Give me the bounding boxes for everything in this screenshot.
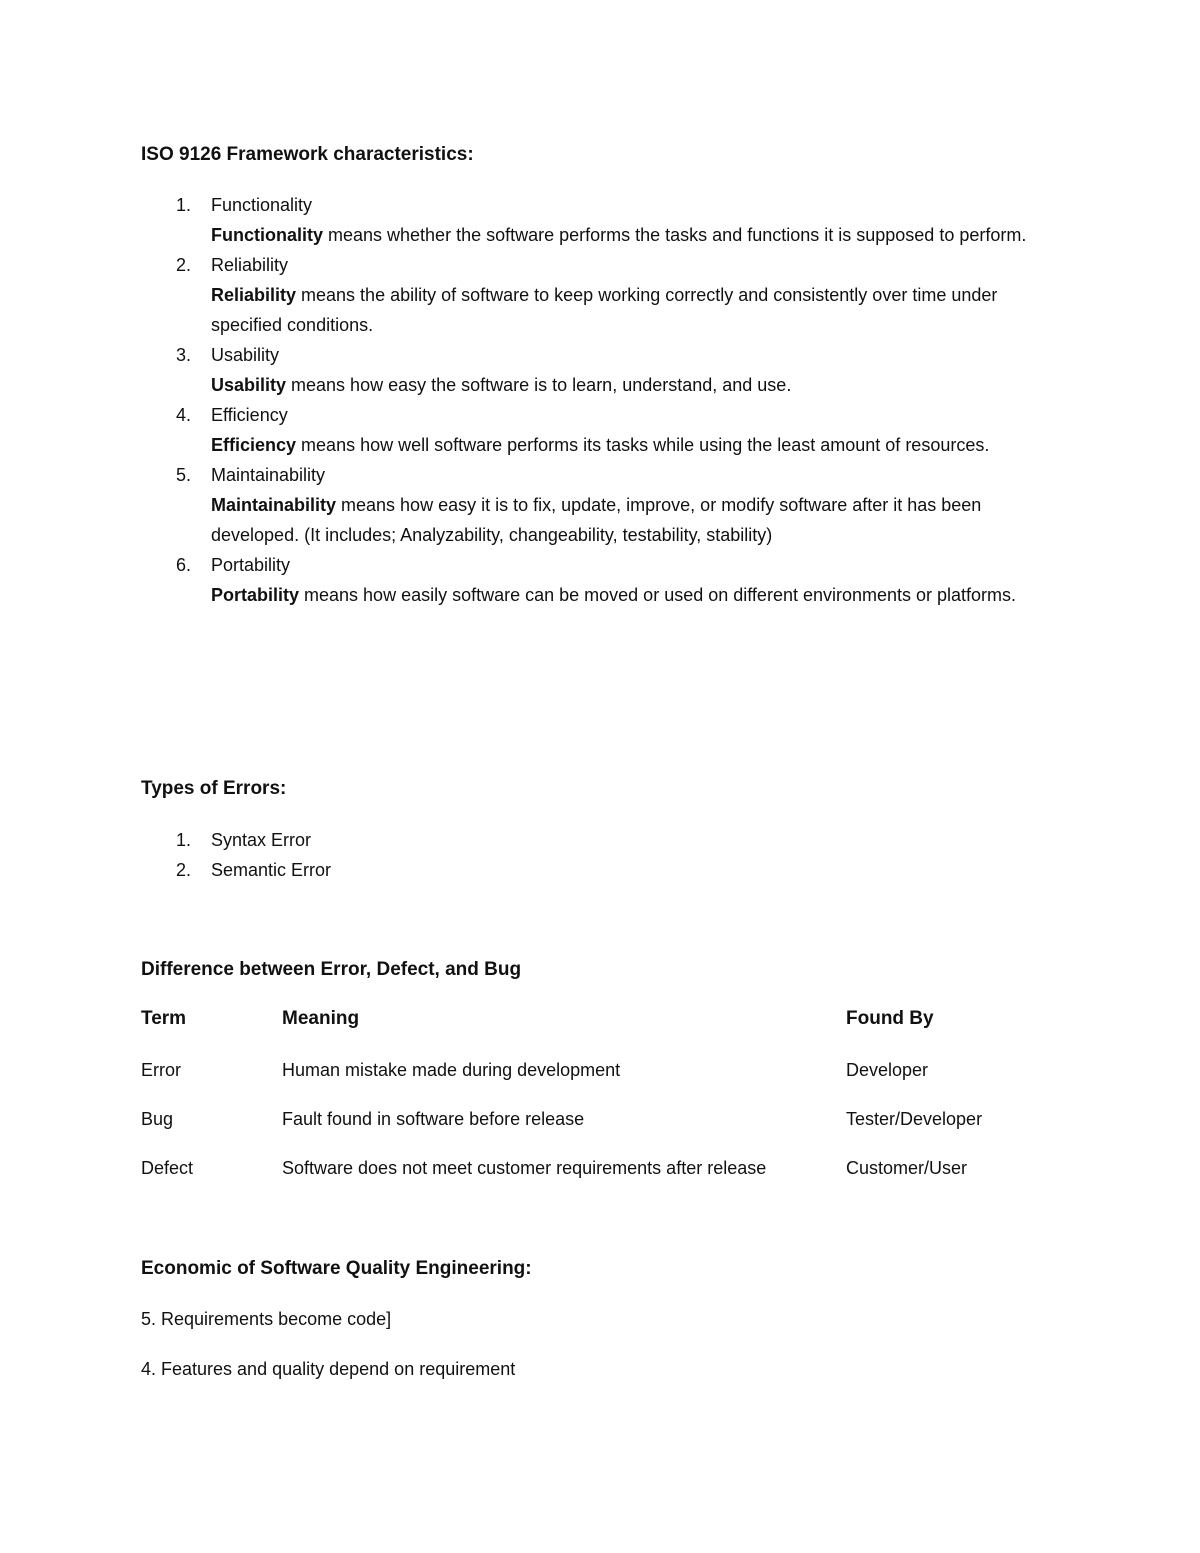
table-cell: Human mistake made during development	[282, 1060, 621, 1080]
table-cell: Fault found in software before release	[282, 1109, 585, 1129]
item-term: Functionality	[211, 225, 323, 245]
list-number: 1.	[176, 195, 192, 215]
list-item	[141, 340, 1041, 400]
errors-heading: Types of Errors:	[141, 778, 287, 799]
economic-heading: Economic of Software Quality Engineering:	[141, 1258, 532, 1279]
item-term: Reliability	[211, 285, 297, 305]
column-header: Found By	[846, 1008, 934, 1029]
item-title: Usability	[211, 345, 280, 365]
column-header: Meaning	[282, 1008, 360, 1029]
iso-heading: ISO 9126 Framework characteristics:	[141, 144, 474, 165]
list-number: 2.	[176, 860, 192, 880]
item-description	[211, 430, 1041, 460]
list-item	[141, 250, 1041, 340]
item-definition: means whether the software performs the tasks and functions it is supposed to perform.	[323, 225, 1027, 245]
item-description	[211, 370, 1041, 400]
list-number: 2.	[176, 255, 192, 275]
item-term: Efficiency	[211, 435, 297, 455]
table-cell: Bug	[141, 1109, 174, 1129]
table-cell: Defect	[141, 1158, 194, 1178]
list-item	[141, 400, 1041, 460]
difference-table	[141, 1004, 1041, 1202]
errors-list	[141, 825, 1041, 885]
item-definition: means how easy it is to fix, update, improve, or modify software after it has been developed. (It includes; Analyzability, changeability, testability, stability)	[211, 495, 982, 545]
item-title: Efficiency	[211, 405, 288, 425]
list-item	[141, 460, 1041, 550]
table-cell: Tester/Developer	[846, 1109, 983, 1129]
table-cell: Software does not meet customer requirements after release	[282, 1158, 767, 1178]
item-title: Maintainability	[211, 465, 326, 485]
column-header: Term	[141, 1008, 187, 1029]
item-title: Functionality	[211, 195, 313, 215]
item-title: Portability	[211, 555, 291, 575]
item-description	[211, 490, 1041, 550]
item-definition: means how easily software can be moved or used on different environments or platforms.	[299, 585, 1017, 605]
list-item	[141, 550, 1041, 610]
item-definition: means how well software performs its tasks while using the least amount of resources.	[296, 435, 990, 455]
table-row	[141, 1055, 1041, 1104]
item-title: Reliability	[211, 255, 289, 275]
item-description	[211, 220, 1041, 250]
list-item	[141, 855, 1041, 885]
table-cell: Developer	[846, 1060, 929, 1080]
table-row	[141, 1153, 1041, 1202]
item-definition: means how easy the software is to learn, understand, and use.	[286, 375, 792, 395]
list-item	[141, 190, 1041, 250]
list-number: 6.	[176, 555, 192, 575]
economic-line: 5. Requirements become code]	[141, 1309, 392, 1329]
item-term: Usability	[211, 375, 287, 395]
economic-line: 4. Features and quality depend on requirement	[141, 1359, 516, 1379]
table-cell: Customer/User	[846, 1158, 968, 1178]
item-description	[211, 580, 1041, 610]
iso-characteristics-list	[141, 190, 1041, 610]
table-header-row	[141, 1004, 1041, 1053]
table-cell: Error	[141, 1060, 181, 1080]
table-row	[141, 1104, 1041, 1153]
list-number: 5.	[176, 465, 192, 485]
difference-heading: Difference between Error, Defect, and Bug	[141, 959, 522, 980]
list-item	[141, 825, 1041, 855]
list-number: 3.	[176, 345, 192, 365]
list-number: 4.	[176, 405, 192, 425]
item-label: Syntax Error	[211, 830, 312, 850]
item-definition: means the ability of software to keep working correctly and consistently over time under specified conditions.	[211, 285, 998, 335]
item-term: Maintainability	[211, 495, 337, 515]
item-label: Semantic Error	[211, 860, 332, 880]
item-description	[211, 280, 1041, 340]
item-term: Portability	[211, 585, 300, 605]
list-number: 1.	[176, 830, 192, 850]
